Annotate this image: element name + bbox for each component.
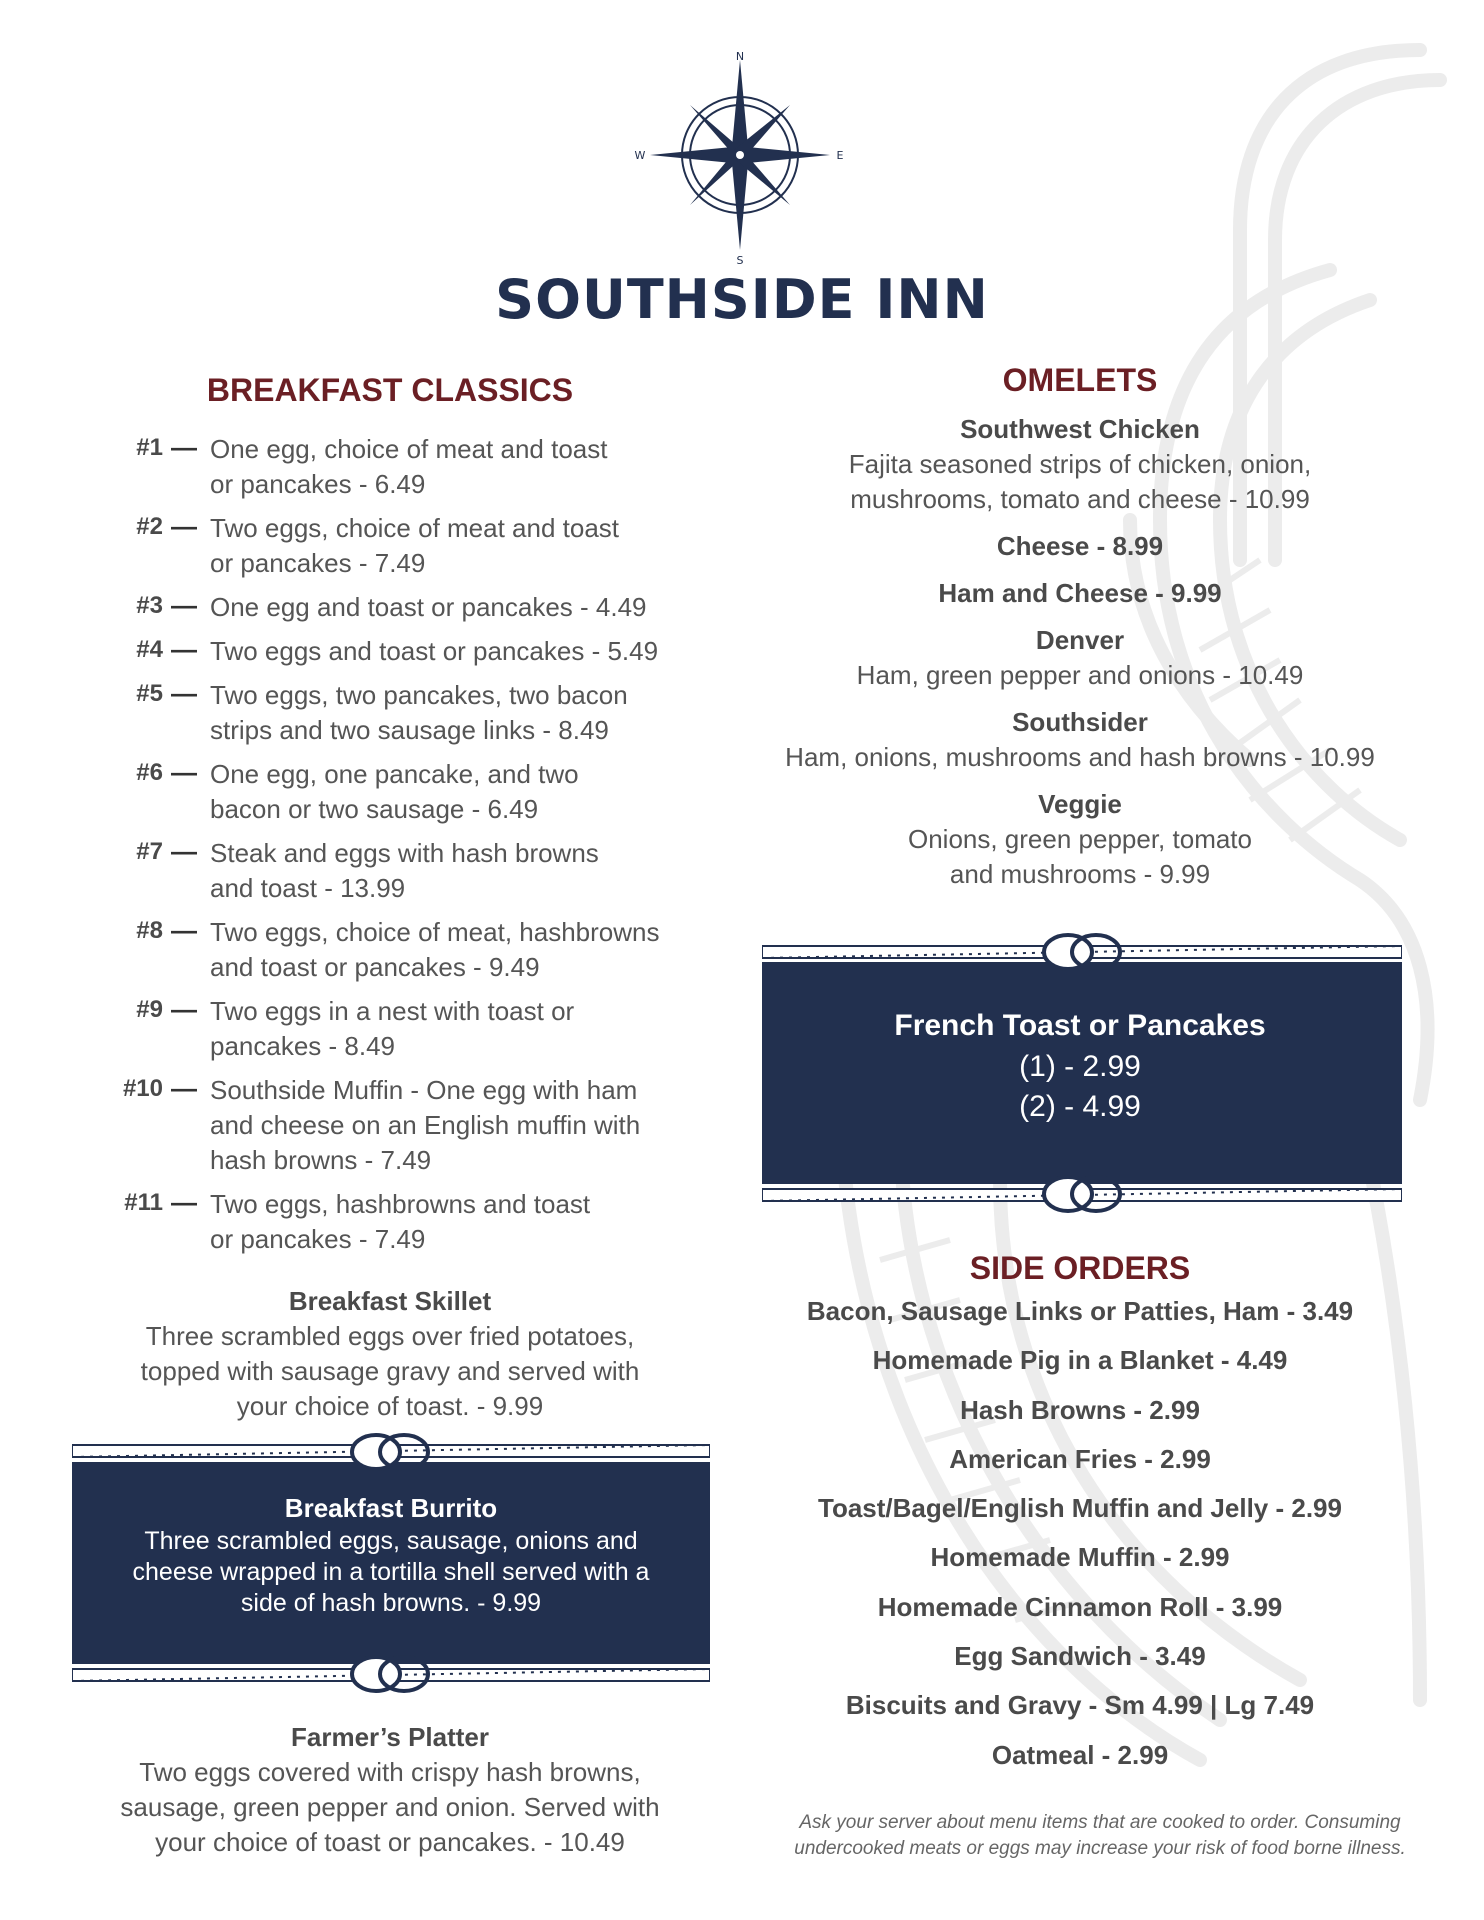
item-description (210, 1187, 715, 1257)
item-description (210, 757, 715, 827)
item-number: #3 (136, 592, 163, 619)
omelet-item (760, 623, 1400, 693)
item-number: #7 (136, 838, 163, 865)
omelet-name: Southwest Chicken (960, 414, 1200, 444)
item-line: and toast - 13.99 (210, 873, 406, 903)
side-order-item: Homemade Muffin - 2.99 (930, 1542, 1230, 1573)
farmers-name: Farmer’s Platter (291, 1722, 489, 1752)
item-description (210, 432, 715, 502)
item-number: #11 (124, 1189, 163, 1216)
side-order-item: Homemade Cinnamon Roll - 3.99 (877, 1591, 1283, 1622)
side-orders-heading: SIDE ORDERS (969, 1250, 1191, 1286)
item-description (210, 590, 715, 625)
item-description (210, 511, 715, 581)
burrito-line: Three scrambled eggs, sausage, onions and (144, 1527, 638, 1555)
burrito-line: side of hash browns. - 9.99 (240, 1589, 542, 1617)
list-item (95, 836, 715, 906)
list-item (95, 678, 715, 748)
farmers-line: your choice of toast or pancakes. - 10.49 (155, 1827, 625, 1857)
side-order-item: Biscuits and Gravy - Sm 4.99 | Lg 7.49 (845, 1690, 1315, 1721)
item-line: Two eggs in a nest with toast or (210, 996, 575, 1026)
omelet-item (760, 576, 1400, 611)
disclaimer-line: undercooked meats or eggs may increase your risk of food borne illness. (794, 1838, 1406, 1859)
list-item (95, 1187, 715, 1257)
item-line: One egg, choice of meat and toast (210, 434, 608, 464)
item-number: #6 (136, 759, 163, 786)
side-order-item: Egg Sandwich - 3.49 (954, 1641, 1206, 1672)
item-dash: — (171, 1187, 197, 1217)
disclaimer-line: Ask your server about menu items that are cooked to order. Consuming (799, 1812, 1401, 1833)
farmers-platter (90, 1720, 690, 1860)
skillet-line: your choice of toast. - 9.99 (236, 1391, 544, 1421)
list-item (95, 590, 715, 625)
farmers-line: Two eggs covered with crispy hash browns, (139, 1757, 641, 1787)
item-dash: — (171, 590, 197, 620)
compass-rose-icon (630, 50, 850, 270)
omelet-line: mushrooms, tomato and cheese - 10.99 (850, 484, 1310, 514)
disclaimer (760, 1810, 1440, 1862)
item-dash: — (171, 994, 197, 1024)
item-line: or pancakes - 7.49 (210, 548, 426, 578)
rope-knot-icon (1040, 930, 1124, 974)
page-title: SOUTHSIDE INN (495, 268, 989, 331)
item-line: Two eggs, choice of meat, hashbrowns (210, 917, 660, 947)
item-number: #10 (122, 1075, 163, 1102)
french-toast-price: (1) - 2.99 (1019, 1050, 1141, 1083)
item-dash: — (171, 678, 197, 708)
omelet-item (760, 705, 1400, 775)
item-description (210, 994, 715, 1064)
omelets-heading: OMELETS (1002, 362, 1158, 398)
french-toast-name: French Toast or Pancakes (894, 1009, 1266, 1042)
item-description (210, 915, 715, 985)
item-line: hash browns - 7.49 (210, 1145, 432, 1175)
item-line: strips and two sausage links - 8.49 (210, 715, 609, 745)
item-number: #4 (136, 636, 163, 663)
item-dash: — (171, 836, 197, 866)
side-order-item: Toast/Bagel/English Muffin and Jelly - 2.99 (818, 1493, 1342, 1524)
item-number: #5 (136, 680, 163, 707)
item-line: and toast or pancakes - 9.49 (210, 952, 540, 982)
item-dash: — (171, 757, 197, 787)
item-line: pancakes - 8.49 (210, 1031, 396, 1061)
item-dash: — (171, 915, 197, 945)
omelet-name: Veggie (1038, 789, 1122, 819)
item-number: #2 (136, 513, 163, 540)
breakfast-classics-list (95, 432, 715, 1266)
omelets-list (760, 412, 1400, 904)
list-item (95, 634, 715, 669)
omelet-name: Southsider (1012, 707, 1148, 737)
compass-east: E (836, 149, 844, 162)
burrito-name: Breakfast Burrito (284, 1493, 498, 1523)
item-line: Two eggs, hashbrowns and toast (210, 1189, 591, 1219)
item-description (210, 836, 715, 906)
item-dash: — (171, 511, 197, 541)
list-item (95, 757, 715, 827)
breakfast-burrito (72, 1490, 710, 1619)
french-toast (760, 1005, 1400, 1127)
item-description (210, 634, 715, 669)
item-line: or pancakes - 7.49 (210, 1224, 426, 1254)
rope-knot-icon (348, 1652, 432, 1696)
side-order-item: Bacon, Sausage Links or Patties, Ham - 3.49 (806, 1296, 1354, 1326)
item-line: Steak and eggs with hash browns (210, 838, 599, 868)
item-dash: — (171, 1073, 197, 1103)
omelet-name: Denver (1035, 625, 1125, 655)
item-line: One egg, one pancake, and two (210, 759, 579, 789)
omelet-item (760, 787, 1400, 892)
omelet-line: and mushrooms - 9.99 (949, 859, 1211, 889)
list-item (95, 432, 715, 502)
side-orders-list (760, 1293, 1400, 1786)
item-line: Two eggs and toast or pancakes - 5.49 (210, 636, 659, 666)
rope-knot-icon (1040, 1172, 1124, 1216)
french-toast-price: (2) - 4.99 (1019, 1090, 1141, 1123)
side-order-item: Oatmeal - 2.99 (991, 1739, 1169, 1770)
list-item (95, 1073, 715, 1178)
item-description (210, 1073, 715, 1178)
skillet-name: Breakfast Skillet (288, 1286, 492, 1316)
omelet-item (760, 412, 1400, 517)
side-order-item: Hash Browns - 2.99 (960, 1394, 1200, 1425)
item-number: #9 (136, 996, 163, 1023)
item-line: Two eggs, choice of meat and toast (210, 513, 620, 543)
item-line: or pancakes - 6.49 (210, 469, 426, 499)
skillet-line: Three scrambled eggs over fried potatoes, (145, 1321, 635, 1351)
list-item (95, 511, 715, 581)
farmers-line: sausage, green pepper and onion. Served with (120, 1792, 660, 1822)
item-line: bacon or two sausage - 6.49 (210, 794, 539, 824)
burrito-line: cheese wrapped in a tortilla shell served with a (132, 1558, 650, 1586)
compass-north: N (735, 50, 745, 63)
compass-south: S (736, 254, 744, 267)
omelet-line: Fajita seasoned strips of chicken, onion, (848, 449, 1312, 479)
side-order-item: Homemade Pig in a Blanket - 4.49 (872, 1345, 1288, 1376)
item-description (210, 678, 715, 748)
item-dash: — (171, 634, 197, 664)
item-line: One egg and toast or pancakes - 4.49 (210, 592, 647, 622)
item-number: #1 (136, 434, 163, 461)
omelet-line: Ham, green pepper and onions - 10.49 (856, 660, 1304, 690)
omelet-line: Ham, onions, mushrooms and hash browns - 10.99 (785, 742, 1375, 772)
breakfast-classics-heading: BREAKFAST CLASSICS (206, 372, 574, 408)
rope-knot-icon (348, 1430, 432, 1474)
omelet-item (760, 529, 1400, 564)
breakfast-skillet (90, 1284, 690, 1424)
item-number: #8 (136, 917, 163, 944)
item-dash: — (171, 432, 197, 462)
compass-west: W (634, 149, 646, 162)
omelet-name: Ham and Cheese - 9.99 (938, 578, 1222, 608)
skillet-line: topped with sausage gravy and served with (140, 1356, 640, 1386)
item-line: Southside Muffin - One egg with ham (210, 1075, 638, 1105)
side-order-item: American Fries - 2.99 (949, 1443, 1211, 1474)
omelet-name: Cheese - 8.99 (996, 531, 1164, 561)
item-line: Two eggs, two pancakes, two bacon (210, 680, 628, 710)
omelet-line: Onions, green pepper, tomato (907, 824, 1252, 854)
list-item (95, 994, 715, 1064)
list-item (95, 915, 715, 985)
item-line: and cheese on an English muffin with (210, 1110, 641, 1140)
